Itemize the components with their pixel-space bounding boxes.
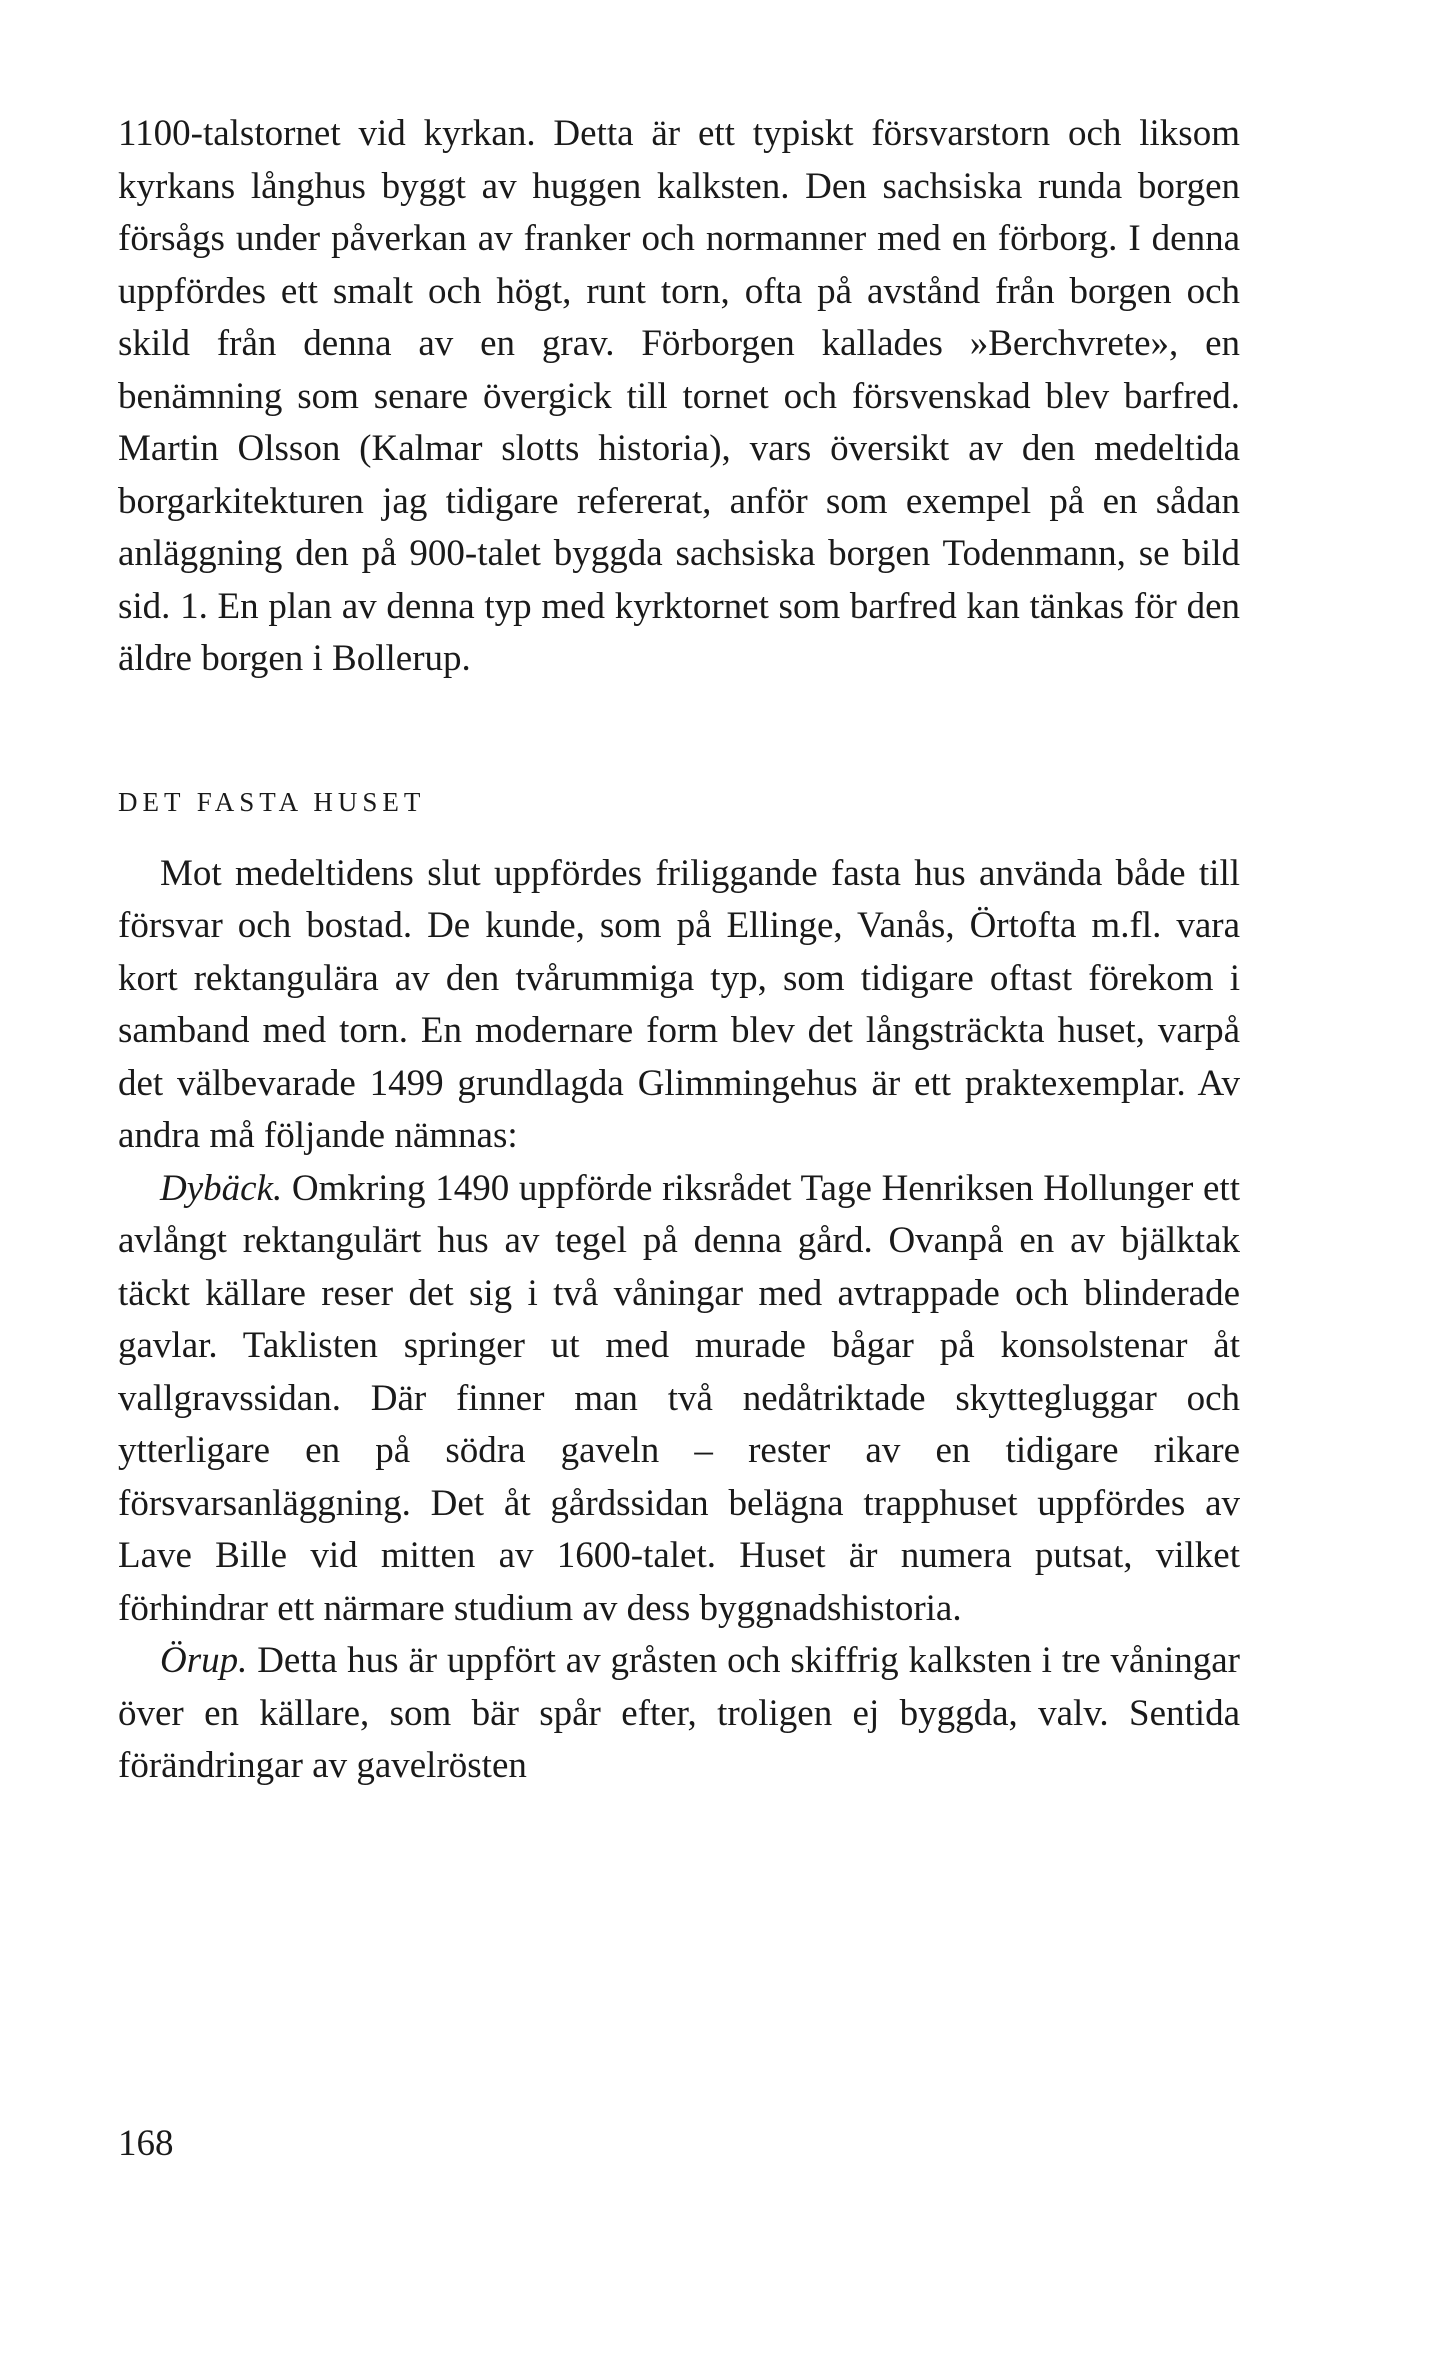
section-heading: DET FASTA HUSET [118, 786, 426, 817]
orup-lead: Örup. [160, 1640, 248, 1681]
orup-text: Detta hus är uppfört av gråsten och skiffrig kalksten i tre våningar över en källare, som bär spår efter, troligen ej byggda, valv. Sentida förändringar av gavelrösten [118, 1640, 1240, 1786]
page-body [118, 108, 1240, 1793]
page-number: 168 [118, 2123, 174, 2164]
orup-paragraph [118, 1635, 1240, 1793]
intro-paragraph: 1100-talstornet vid kyrkan. Detta är ett typiskt försvarstorn och liksom kyrkans långhus byggt av huggen kalksten. Den sachsiska runda borgen försågs under påverkan av franker och normanner med en förborg. I denna uppfördes ett smalt och högt, runt torn, ofta på avstånd från borgen och skild från denna av en grav. Förborgen kallades »Berchvrete», en benämning som senare övergick till tornet och försvenskad blev barfred. Martin Olsson (Kalmar slotts historia), vars översikt av den medeltida borgarkitekturen jag tidigare refererat, anför som exempel på en sådan anläggning den på 900-talet byggda sachsiska borgen Todenmann, se bild sid. 1. En plan av denna typ med kyrktornet som barfred kan tänkas för den äldre borgen i Bollerup. [118, 113, 1240, 679]
dyback-paragraph [118, 1163, 1240, 1636]
dyback-lead: Dybäck. [160, 1167, 283, 1209]
section-paragraph: Mot medeltidens slut uppfördes friliggande fasta hus använda både till försvar och bostad. De kunde, som på Ellinge, Vanås, Örtofta m.fl. vara kort rektangulära av den tvårummiga typ, som tidigare oftast förekom i samband med torn. En modernare form blev det långsträckta huset, varpå det välbevarade 1499 grundlagda Glimmingehus är ett praktexemplar. Av andra må följande nämnas: [118, 852, 1240, 1156]
dyback-text: Omkring 1490 uppförde riksrådet Tage Henriksen Hollunger ett avlångt rektangulärt hus av tegel på denna gård. Ovanpå en av bjälktak täckt källare reser det sig i två våningar med avtrappade och blinderade gavlar. Taklisten springer ut med murade bågar på konsolstenar åt vallgravssidan. Där finner man två nedåtriktade skyttegluggar och ytterligare en på södra gaveln – rester av en tidigare rikare försvarsanläggning. Det åt gårdssidan belägna trapphuset uppfördes av Lave Bille vid mitten av 1600-talet. Huset är numera putsat, vilket förhindrar ett närmare studium av dess byggnadshistoria. [118, 1167, 1240, 1629]
